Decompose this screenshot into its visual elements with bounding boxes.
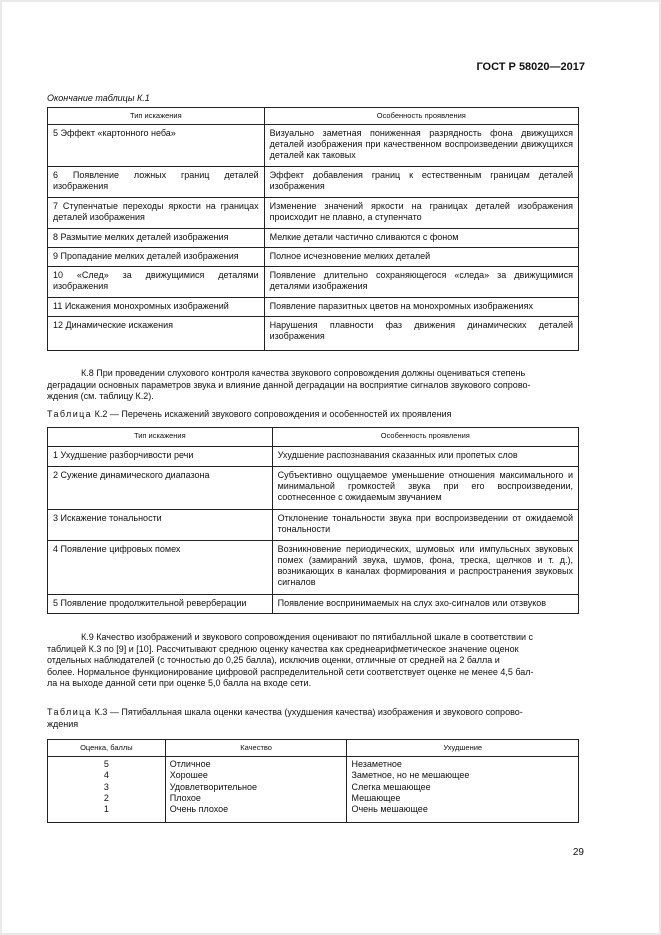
table3-impairment-cell xyxy=(347,757,579,823)
table1 xyxy=(47,107,579,351)
score-value: 3 xyxy=(103,781,109,792)
table1-cell: 6 Появление ложных границ деталей изображения xyxy=(48,167,265,198)
table-row xyxy=(48,595,579,614)
table2-header-feature: Особенность проявления xyxy=(272,428,578,447)
table-row xyxy=(48,298,579,317)
score-value: 2 xyxy=(103,792,109,803)
table1-caption: Окончание таблицы К.1 xyxy=(47,93,150,103)
table-row xyxy=(48,467,579,510)
table3-caption-text: К.3 — Пятибалльная шкала оценки качества (ухудшения качества) изображения и звукового сопрово- xyxy=(94,707,523,717)
table3-header-score: Оценка, баллы xyxy=(48,740,166,757)
table3-caption-label: Таблица xyxy=(47,707,93,717)
quality-value: Очень плохое xyxy=(169,804,229,815)
table2-cell: Субъективно ощущаемое уменьшение отношения максимального и минимальной громкостей звука при его воспроизведении, соотнесенное с ожидаемым звучанием xyxy=(272,467,578,510)
table-row xyxy=(48,541,579,595)
table2-cell: 1 Ухудшение разборчивости речи xyxy=(48,447,273,467)
table-row xyxy=(48,198,579,229)
table3-caption xyxy=(47,707,578,730)
quality-value: Хорошее xyxy=(169,770,208,781)
table1-cell: 10 «След» за движущимися деталями изображения xyxy=(48,267,265,298)
table1-cell: 11 Искажения монохромных изображений xyxy=(48,298,265,317)
table1-cell: Визуально заметная пониженная разрядность фона движущихся деталей изображения при качественном воспроизведении движущихся деталей как таковых xyxy=(264,125,578,167)
table3-header-quality: Качество xyxy=(165,740,347,757)
quality-value: Удовлетворительное xyxy=(169,781,258,792)
table1-header-feature: Особенность проявления xyxy=(264,108,578,125)
table2-cell: Ухудшение распознавания сказанных или пропетых слов xyxy=(272,447,578,467)
table2-cell: 4 Появление цифровых помех xyxy=(48,541,273,595)
table2-caption-text: К.2 — Перечень искажений звукового сопровождения и особенностей их проявления xyxy=(94,409,452,419)
table-row xyxy=(48,267,579,298)
table1-cell: 5 Эффект «картонного неба» xyxy=(48,125,265,167)
table1-cell: Нарушения плавности фаз движения динамических деталей изображения xyxy=(264,317,578,351)
table2-header-type: Тип искажения xyxy=(48,428,273,447)
paragraph-line: таблицей К.3 по [9] и [10]. Рассчитывают среднюю оценку качества как среднеарифметическое значение оценок xyxy=(47,643,519,654)
table2-cell: Возникновение периодических, шумовых или импульсных звуковых помех (замираний звука, шумов, фона, треска, щелчков и т. д.), возникающих в каналах формирования и распространения звуковых сигналов xyxy=(272,541,578,595)
table2-caption-label: Таблица xyxy=(47,409,93,419)
table1-cell: 9 Пропадание мелких деталей изображения xyxy=(48,248,265,267)
table-row xyxy=(48,229,579,248)
impairment-value: Слегка мешающее xyxy=(351,781,431,792)
table-row xyxy=(48,125,579,167)
table2-cell: 5 Появление продолжительной реверберации xyxy=(48,595,273,614)
score-value: 4 xyxy=(103,770,109,781)
impairment-value: Заметное, но не мешающее xyxy=(351,770,470,781)
score-value: 1 xyxy=(103,804,109,815)
paragraph-k9 xyxy=(47,632,578,690)
table1-cell: 12 Динамические искажения xyxy=(48,317,265,351)
table3 xyxy=(47,739,579,823)
table-row xyxy=(48,167,579,198)
table1-cell: Появление паразитных цветов на монохромных изображениях xyxy=(264,298,578,317)
paragraph-line: ждения (см. таблицу К.2). xyxy=(47,391,154,401)
paragraph-line: деградации основных параметров звука и влияние данной деградации на восприятие сигналов звукового сопрово- xyxy=(47,379,531,390)
document-number: ГОСТ Р 58020—2017 xyxy=(476,61,585,73)
paragraph-k8 xyxy=(47,368,578,403)
table3-scores-cell xyxy=(48,757,166,823)
quality-value: Плохое xyxy=(169,792,201,803)
table3-quality-cell xyxy=(165,757,347,823)
score-value: 5 xyxy=(103,759,109,769)
table3-caption-text-cont: ждения xyxy=(47,718,79,729)
impairment-value: Мешающее xyxy=(351,792,401,803)
page-number: 29 xyxy=(572,847,584,858)
table1-cell: Появление длительно сохраняющегося «следа» за движущимися деталями изображения xyxy=(264,267,578,298)
table2-cell: 2 Сужение динамического диапазона xyxy=(48,467,273,510)
table2-caption xyxy=(47,409,452,419)
table-row xyxy=(48,510,579,541)
table-row xyxy=(48,317,579,351)
table-row xyxy=(48,248,579,267)
table1-header-type: Тип искажения xyxy=(48,108,265,125)
paragraph-line: К.8 При проведении слухового контроля качества звукового сопровождения должны оцениваться степень xyxy=(81,368,526,378)
table1-cell: 7 Ступенчатые переходы яркости на границах деталей изображения xyxy=(48,198,265,229)
table1-cell: Изменение значений яркости на границах деталей изображения происходит не плавно, а ступенчато xyxy=(264,198,578,229)
paragraph-line: отдельных наблюдателей (с точностью до 0,25 балла), исключив оценки, отличные от средней на 2 балла и xyxy=(47,655,500,665)
table3-header-impairment: Ухудшение xyxy=(347,740,579,757)
paragraph-line: К.9 Качество изображений и звукового сопровождения оценивают по пятибалльной шкале в соответствии с xyxy=(81,632,534,642)
paragraph-line: более. Нормальное функционирование цифровой распределительной сети соответствует оценке не менее 4,5 бал- xyxy=(47,666,534,677)
table1-cell: Эффект добавления границ к естественным границам деталей изображения xyxy=(264,167,578,198)
impairment-value: Незаметное xyxy=(351,759,402,769)
table1-cell: Полное исчезновение мелких деталей xyxy=(264,248,578,267)
table2-cell: 3 Искажение тональности xyxy=(48,510,273,541)
table2-cell: Появление воспринимаемых на слух эхо-сигналов или отзвуков xyxy=(272,595,578,614)
paragraph-line: ла на выходе данной сети при оценке 5,0 балла на входе сети. xyxy=(47,678,312,688)
table1-cell: Мелкие детали частично сливаются с фоном xyxy=(264,229,578,248)
table-row xyxy=(48,447,579,467)
quality-value: Отличное xyxy=(169,759,211,769)
impairment-value: Очень мешающее xyxy=(351,804,428,815)
table2-cell: Отклонение тональности звука при воспроизведении от ожидаемой тональности xyxy=(272,510,578,541)
table2 xyxy=(47,427,579,614)
table1-cell: 8 Размытие мелких деталей изображения xyxy=(48,229,265,248)
